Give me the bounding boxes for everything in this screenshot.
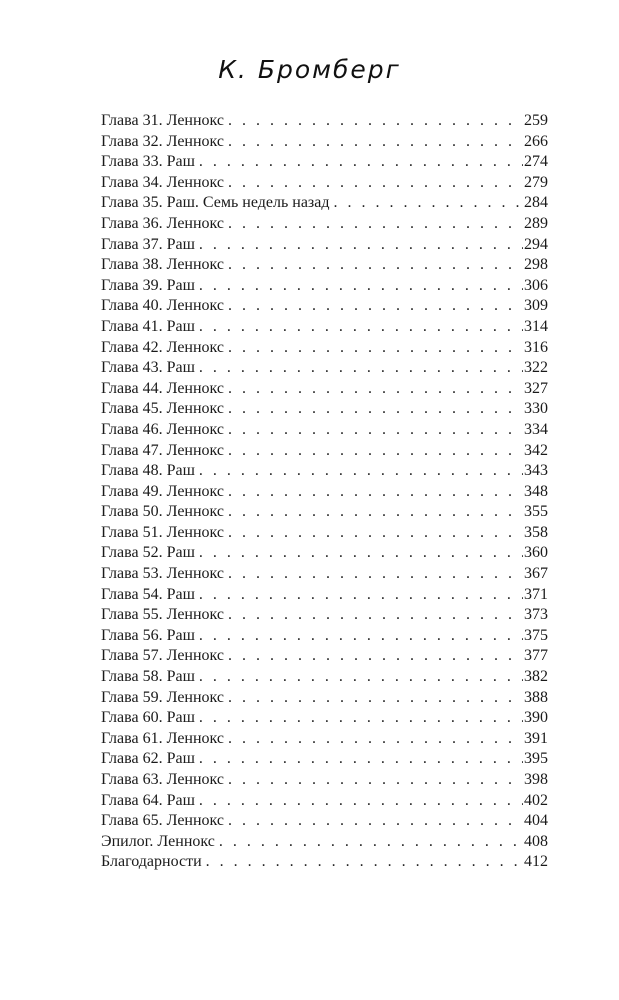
running-header-author: К. Бромберг — [218, 55, 401, 84]
toc-dot-leader — [228, 441, 523, 462]
toc-dot-leader — [199, 749, 523, 770]
toc-entry-title: Глава 56. Раш — [101, 626, 195, 644]
toc-entry — [101, 482, 548, 503]
toc-entry-page-number: 284 — [524, 194, 548, 212]
toc-entry — [101, 152, 548, 173]
toc-dot-leader — [199, 708, 523, 729]
toc-dot-leader — [228, 646, 523, 667]
toc-entry — [101, 626, 548, 647]
toc-dot-leader — [199, 317, 523, 338]
toc-entry-page-number: 343 — [524, 462, 548, 480]
toc-entry — [101, 543, 548, 564]
toc-dot-leader — [228, 420, 523, 441]
toc-entry-page-number: 402 — [524, 791, 548, 809]
toc-entry-title: Глава 64. Раш — [101, 791, 195, 809]
toc-entry-title: Глава 33. Раш — [101, 153, 195, 171]
toc-entry — [101, 441, 548, 462]
toc-entry-title: Глава 36. Леннокс — [101, 214, 225, 232]
toc-dot-leader — [228, 482, 523, 503]
toc-dot-leader — [228, 132, 523, 153]
toc-entry-title: Глава 45. Леннокс — [101, 400, 225, 418]
toc-entry-title: Глава 41. Раш — [101, 317, 195, 335]
toc-entry-title: Глава 40. Леннокс — [101, 297, 225, 315]
toc-entry-title: Глава 49. Леннокс — [101, 482, 225, 500]
toc-entry-title: Глава 38. Леннокс — [101, 256, 225, 274]
toc-entry-title: Глава 62. Раш — [101, 750, 195, 768]
toc-entry — [101, 585, 548, 606]
toc-entry-page-number: 279 — [524, 173, 548, 191]
toc-entry — [101, 276, 548, 297]
toc-dot-leader — [199, 461, 523, 482]
toc-entry-page-number: 360 — [524, 544, 548, 562]
toc-dot-leader — [199, 358, 523, 379]
toc-entry-page-number: 316 — [524, 338, 548, 356]
toc-dot-leader — [228, 688, 523, 709]
toc-entry-title: Глава 57. Леннокс — [101, 647, 225, 665]
toc-entry — [101, 255, 548, 276]
toc-entry — [101, 235, 548, 256]
toc-entry-title: Глава 50. Леннокс — [101, 503, 225, 521]
toc-entry-title: Глава 53. Леннокс — [101, 565, 225, 583]
toc-entry-page-number: 404 — [524, 812, 548, 830]
toc-entry-page-number: 391 — [524, 729, 548, 747]
toc-dot-leader — [199, 585, 523, 606]
toc-entry — [101, 358, 548, 379]
toc-entry — [101, 502, 548, 523]
toc-entry-title: Благодарности — [101, 853, 202, 871]
toc-entry-page-number: 371 — [524, 585, 548, 603]
toc-entry — [101, 132, 548, 153]
toc-entry-page-number: 373 — [524, 606, 548, 624]
toc-dot-leader — [206, 852, 523, 873]
toc-dot-leader — [228, 605, 523, 626]
toc-entry — [101, 852, 548, 873]
toc-entry-page-number: 398 — [524, 771, 548, 788]
toc-entry-page-number: 412 — [524, 853, 548, 871]
toc-entry-title: Глава 65. Леннокс — [101, 812, 225, 830]
toc-dot-leader — [219, 832, 523, 853]
toc-entry-page-number: 395 — [524, 750, 548, 768]
toc-entry — [101, 214, 548, 235]
toc-entry — [101, 296, 548, 317]
toc-entry-page-number: 355 — [524, 503, 548, 521]
toc-entry — [101, 420, 548, 441]
toc-entry — [101, 605, 548, 626]
toc-dot-leader — [228, 338, 523, 359]
toc-dot-leader — [199, 152, 523, 173]
toc-entry-title: Глава 51. Леннокс — [101, 523, 225, 541]
toc-entry-page-number: 334 — [524, 420, 548, 438]
toc-dot-leader — [228, 770, 523, 791]
toc-entry-page-number: 294 — [524, 235, 548, 253]
toc-entry-page-number: 306 — [524, 276, 548, 294]
toc-entry — [101, 729, 548, 750]
toc-entry-page-number: 266 — [524, 132, 548, 150]
toc-entry-title: Глава 60. Раш — [101, 709, 195, 727]
toc-entry-title: Глава 59. Леннокс — [101, 688, 225, 706]
toc-entry — [101, 688, 548, 709]
toc-entry-title: Глава 63. Леннокс — [101, 771, 225, 788]
toc-dot-leader — [199, 276, 523, 297]
toc-entry-page-number: 289 — [524, 214, 548, 232]
toc-entry-title: Глава 43. Раш — [101, 359, 195, 377]
toc-entry-page-number: 358 — [524, 523, 548, 541]
toc-entry-page-number: 309 — [524, 297, 548, 315]
toc-dot-leader — [228, 173, 523, 194]
toc-dot-leader — [228, 296, 523, 317]
toc-entry-title: Глава 61. Леннокс — [101, 729, 225, 747]
toc-dot-leader — [228, 255, 523, 276]
toc-entry-title: Эпилог. Леннокс — [101, 832, 215, 850]
toc-dot-leader — [199, 543, 523, 564]
toc-entry-page-number: 330 — [524, 400, 548, 418]
toc-entry-title: Глава 58. Раш — [101, 668, 195, 686]
toc-entry — [101, 832, 548, 853]
toc-dot-leader — [228, 729, 523, 750]
toc-dot-leader — [228, 811, 523, 832]
toc-entry — [101, 111, 548, 132]
toc-dot-leader — [228, 399, 523, 420]
toc-entry-page-number: 377 — [524, 647, 548, 665]
toc-entry-title: Глава 34. Леннокс — [101, 173, 225, 191]
toc-entry-title: Глава 52. Раш — [101, 544, 195, 562]
toc-entry — [101, 338, 548, 359]
toc-dot-leader — [199, 626, 523, 647]
toc-entry — [101, 193, 548, 214]
toc-entry — [101, 317, 548, 338]
toc-entry — [101, 811, 548, 832]
toc-entry — [101, 173, 548, 194]
toc-entry-page-number: 342 — [524, 441, 548, 459]
table-of-contents — [101, 111, 548, 873]
toc-dot-leader — [334, 193, 524, 214]
toc-entry-page-number: 367 — [524, 565, 548, 583]
toc-entry-page-number: 390 — [524, 709, 548, 727]
toc-dot-leader — [228, 379, 523, 400]
toc-dot-leader — [228, 214, 523, 235]
toc-dot-leader — [228, 564, 523, 585]
toc-entry — [101, 708, 548, 729]
toc-entry — [101, 379, 548, 400]
toc-dot-leader — [199, 667, 523, 688]
toc-entry-page-number: 314 — [524, 317, 548, 335]
toc-entry-page-number: 382 — [524, 668, 548, 686]
toc-entry-title: Глава 48. Раш — [101, 462, 195, 480]
toc-entry-title: Глава 31. Леннокс — [101, 112, 225, 129]
toc-entry — [101, 564, 548, 585]
toc-entry-title: Глава 37. Раш — [101, 235, 195, 253]
toc-entry-page-number: 327 — [524, 379, 548, 397]
toc-entry — [101, 461, 548, 482]
toc-entry-title: Глава 32. Леннокс — [101, 132, 225, 150]
toc-entry — [101, 523, 548, 544]
toc-dot-leader — [199, 791, 523, 812]
toc-entry — [101, 667, 548, 688]
toc-entry — [101, 770, 548, 791]
toc-entry — [101, 791, 548, 812]
toc-entry — [101, 646, 548, 667]
toc-entry-title: Глава 55. Леннокс — [101, 606, 225, 624]
toc-entry-page-number: 408 — [524, 832, 548, 850]
toc-entry-page-number: 388 — [524, 688, 548, 706]
toc-entry-page-number: 348 — [524, 482, 548, 500]
toc-entry — [101, 749, 548, 770]
toc-dot-leader — [228, 523, 523, 544]
toc-entry-page-number: 259 — [524, 112, 548, 129]
toc-entry-title: Глава 39. Раш — [101, 276, 195, 294]
toc-entry-title: Глава 47. Леннокс — [101, 441, 225, 459]
toc-dot-leader — [228, 111, 523, 132]
toc-dot-leader — [199, 235, 523, 256]
toc-entry-title: Глава 46. Леннокс — [101, 420, 225, 438]
toc-entry — [101, 399, 548, 420]
toc-dot-leader — [228, 502, 523, 523]
toc-entry-page-number: 274 — [524, 153, 548, 171]
toc-entry-title: Глава 54. Раш — [101, 585, 195, 603]
toc-entry-page-number: 298 — [524, 256, 548, 274]
toc-entry-title: Глава 35. Раш. Семь недель назад — [101, 194, 330, 212]
toc-entry-title: Глава 42. Леннокс — [101, 338, 225, 356]
toc-entry-page-number: 375 — [524, 626, 548, 644]
toc-entry-page-number: 322 — [524, 359, 548, 377]
toc-entry-title: Глава 44. Леннокс — [101, 379, 225, 397]
